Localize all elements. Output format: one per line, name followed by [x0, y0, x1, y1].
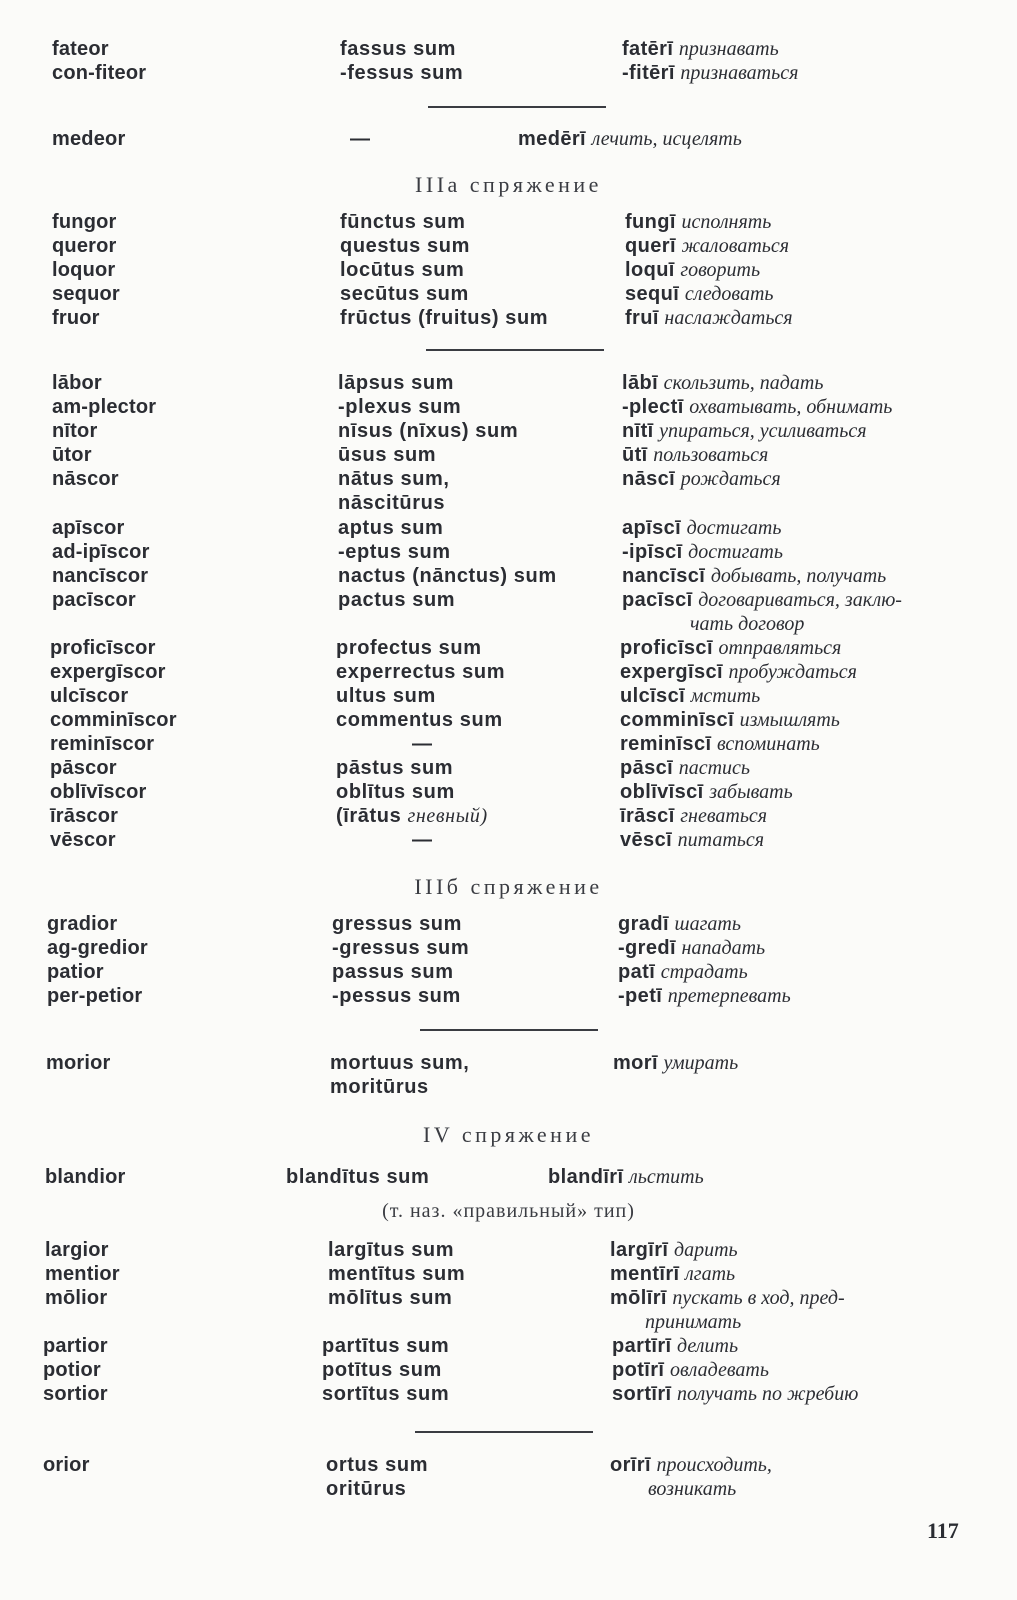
- perfect-form: -fessus sum: [340, 62, 464, 84]
- translation: получать по жребию: [677, 1383, 859, 1405]
- perfect-form: sortītus sum: [322, 1383, 450, 1405]
- translation: жаловаться: [681, 235, 790, 257]
- infinitive-translation: [618, 984, 791, 1008]
- translation: мстить: [690, 685, 761, 707]
- present-form: ūtor: [52, 444, 92, 466]
- verb-row: [0, 588, 1017, 612]
- present-form: mentior: [45, 1263, 120, 1285]
- translation: лечить, исцелять: [591, 128, 742, 150]
- infinitive-form: largīrī: [610, 1239, 669, 1261]
- present-form: orior: [43, 1454, 90, 1476]
- verb-row: [0, 37, 1017, 61]
- present-form: vēscor: [50, 829, 116, 851]
- infinitive-translation: [622, 516, 781, 540]
- infinitive-translation: [618, 936, 765, 960]
- infinitive-translation: [620, 732, 820, 756]
- verb-row: [0, 684, 1017, 708]
- perfect-form: commentus sum: [336, 709, 503, 731]
- infinitive-translation: [625, 210, 771, 234]
- translation: нападать: [681, 937, 766, 959]
- present-form: expergīscor: [50, 661, 166, 683]
- present-form: nāscor: [52, 468, 119, 490]
- translation: забывать: [709, 781, 793, 803]
- infinitive-form: patī: [618, 961, 656, 983]
- translation: претерпевать: [667, 985, 791, 1007]
- conjugation-heading: IIIб спряжение: [414, 874, 603, 899]
- verb-row: [0, 1358, 1017, 1382]
- translation: добывать, получать: [710, 565, 887, 587]
- verb-row: [0, 419, 1017, 443]
- perfect-form: mortuus sum,: [330, 1052, 470, 1074]
- present-form: partior: [43, 1335, 108, 1357]
- present-form: gradior: [47, 913, 118, 935]
- translation: упираться, усиливаться: [659, 420, 867, 442]
- type-note: (т. наз. «правильный» тип): [382, 1200, 635, 1222]
- verb-row: [0, 1165, 1017, 1189]
- translation-continuation: чать договор: [690, 613, 805, 635]
- perfect-form: pāstus sum: [336, 757, 454, 779]
- infinitive-translation: [622, 395, 892, 419]
- translation: шагать: [674, 913, 741, 935]
- translation: льстить: [629, 1166, 704, 1188]
- infinitive-translation: [625, 306, 793, 330]
- verb-row: [0, 984, 1017, 1008]
- verb-row: [0, 1262, 1017, 1286]
- infinitive-form: -fitērī: [622, 62, 675, 84]
- perfect-form: -pessus sum: [332, 985, 461, 1007]
- infinitive-translation: [622, 588, 902, 612]
- infinitive-translation: [625, 234, 789, 258]
- section-divider: [415, 1431, 593, 1433]
- translation: измышлять: [739, 709, 840, 731]
- translation: дарить: [673, 1239, 738, 1261]
- translation: исполнять: [681, 211, 772, 233]
- infinitive-translation: [620, 804, 767, 828]
- verb-row: [0, 732, 1017, 756]
- translation: пробуждаться: [728, 661, 857, 683]
- infinitive-form: -petī: [618, 985, 663, 1007]
- verb-row: [0, 1075, 1017, 1099]
- infinitive-form: īrāscī: [620, 805, 675, 827]
- present-form: sortior: [43, 1383, 108, 1405]
- translation: достигать: [688, 541, 783, 563]
- verb-row: [0, 443, 1017, 467]
- infinitive-form: pacīscī: [622, 589, 693, 611]
- infinitive-form: fruī: [625, 307, 659, 329]
- present-form: ulcīscor: [50, 685, 129, 707]
- present-form: medeor: [52, 128, 126, 150]
- infinitive-translation: [610, 1453, 772, 1477]
- verb-row: [0, 828, 1017, 852]
- perfect-form: oblītus sum: [336, 781, 455, 803]
- verb-row: [0, 1238, 1017, 1262]
- infinitive-form: mentīrī: [610, 1263, 680, 1285]
- perfect-form: locūtus sum: [340, 259, 465, 281]
- infinitive-translation: [610, 1286, 845, 1310]
- verb-row: [0, 467, 1017, 491]
- infinitive-form: -plectī: [622, 396, 684, 418]
- perfect-form: questus sum: [340, 235, 470, 257]
- perfect-form: ortus sum: [326, 1454, 429, 1476]
- verb-row: [0, 564, 1017, 588]
- translation: питаться: [677, 829, 765, 851]
- present-form: īrāscor: [50, 805, 119, 827]
- translation: страдать: [660, 961, 748, 983]
- section-divider: [428, 106, 606, 108]
- present-form: loquor: [52, 259, 116, 281]
- conjugation-heading: IV спряжение: [423, 1122, 594, 1147]
- verb-row: [0, 1286, 1017, 1310]
- section-divider: [426, 349, 604, 351]
- present-form: patior: [47, 961, 104, 983]
- infinitive-translation: [612, 1334, 738, 1358]
- present-form: am-plector: [52, 396, 157, 418]
- infinitive-translation: [620, 684, 760, 708]
- present-form: potior: [43, 1359, 101, 1381]
- translation: говорить: [680, 259, 761, 281]
- verb-row: [0, 1453, 1017, 1477]
- infinitive-form: sortīrī: [612, 1383, 672, 1405]
- present-form: nītor: [52, 420, 98, 442]
- verb-row: [0, 1310, 1017, 1334]
- infinitive-form: lābī: [622, 372, 659, 394]
- present-form: blandior: [45, 1166, 126, 1188]
- perfect-form: nātus sum,: [338, 468, 450, 490]
- translation: умирать: [663, 1052, 739, 1074]
- verb-row: [0, 282, 1017, 306]
- present-form: queror: [52, 235, 117, 257]
- perfect-form: largītus sum: [328, 1239, 455, 1261]
- infinitive-form: comminīscī: [620, 709, 735, 731]
- infinitive-form: pāscī: [620, 757, 674, 779]
- translation: вспоминать: [717, 733, 820, 755]
- infinitive-translation: [625, 282, 774, 306]
- infinitive-form: nāscī: [622, 468, 676, 490]
- translation: овладевать: [669, 1359, 769, 1381]
- translation-continuation: возникать: [648, 1478, 737, 1500]
- conjugation-heading: IIIa спряжение: [415, 172, 602, 197]
- translation: лгать: [685, 1263, 736, 1285]
- infinitive-form: partīrī: [612, 1335, 672, 1357]
- perfect-form: oritūrus: [326, 1478, 407, 1500]
- verb-row: [0, 1477, 1017, 1501]
- infinitive-form: medērī: [518, 128, 586, 150]
- translation: охватывать, обнимать: [689, 396, 893, 418]
- infinitive-form: ulcīscī: [620, 685, 686, 707]
- translation: происходить,: [656, 1454, 772, 1476]
- translation: пускать в ход, пред-: [672, 1287, 845, 1309]
- perfect-form: —: [412, 733, 433, 755]
- verb-row: [0, 912, 1017, 936]
- present-form: pacīscor: [52, 589, 136, 611]
- translation: отправляться: [718, 637, 842, 659]
- present-form: per-petior: [47, 985, 143, 1007]
- infinitive-form: blandīrī: [548, 1166, 624, 1188]
- infinitive-form: nītī: [622, 420, 654, 442]
- infinitive-form: potīrī: [612, 1359, 665, 1381]
- translation: признаваться: [680, 62, 799, 84]
- translation: договариваться, заклю-: [698, 589, 902, 611]
- perfect-form: ultus sum: [336, 685, 436, 707]
- perfect-form: experrectus sum: [336, 661, 506, 683]
- infinitive-form: fatērī: [622, 38, 674, 60]
- infinitive-translation: [620, 828, 764, 852]
- present-form: nancīscor: [52, 565, 149, 587]
- section-divider: [420, 1029, 598, 1031]
- perfect-form: nāscitūrus: [338, 492, 446, 514]
- infinitive-translation: [610, 1262, 735, 1286]
- perfect-form: —: [412, 829, 433, 851]
- perfect-form: lāpsus sum: [338, 372, 455, 394]
- infinitive-translation: [620, 660, 857, 684]
- perfect-form: blandītus sum: [286, 1166, 430, 1188]
- perfect-form: nīsus (nīxus) sum: [338, 420, 519, 442]
- translation: гневаться: [680, 805, 768, 827]
- verb-row: [0, 1051, 1017, 1075]
- infinitive-form: morī: [613, 1052, 658, 1074]
- verb-row: [0, 612, 1017, 636]
- infinitive-form: nancīscī: [622, 565, 706, 587]
- infinitive-translation: [622, 419, 867, 443]
- perfect-form: aptus sum: [338, 517, 444, 539]
- verb-row: [0, 258, 1017, 282]
- infinitive-form: mōlīrī: [610, 1287, 667, 1309]
- present-form: fruor: [52, 307, 100, 329]
- infinitive-translation: [620, 780, 793, 804]
- perfect-form: profectus sum: [336, 637, 482, 659]
- verb-row: [0, 660, 1017, 684]
- infinitive-translation: [548, 1165, 704, 1189]
- present-form: oblīvīscor: [50, 781, 147, 803]
- perfect-form: frūctus (fruitus) sum: [340, 307, 549, 329]
- translation: делить: [677, 1335, 739, 1357]
- present-form: comminīscor: [50, 709, 177, 731]
- perfect-form: ūsus sum: [338, 444, 437, 466]
- verb-row: [0, 756, 1017, 780]
- translation: пастись: [678, 757, 751, 779]
- infinitive-form: oblīvīscī: [620, 781, 704, 803]
- present-form: sequor: [52, 283, 120, 305]
- infinitive-form: orīrī: [610, 1454, 651, 1476]
- present-form: con-fiteor: [52, 62, 147, 84]
- perfect-form-latin: (īrātus: [336, 805, 402, 827]
- verb-row: [0, 395, 1017, 419]
- translation-continuation: принимать: [645, 1311, 742, 1333]
- infinitive-form: reminīscī: [620, 733, 712, 755]
- verb-row: [0, 540, 1017, 564]
- infinitive-translation: [622, 371, 823, 395]
- perfect-form: —: [350, 128, 371, 150]
- perfect-form: partītus sum: [322, 1335, 450, 1357]
- present-form: proficīscor: [50, 637, 156, 659]
- infinitive-form: fungī: [625, 211, 676, 233]
- infinitive-form: expergīscī: [620, 661, 723, 683]
- infinitive-translation: [622, 540, 783, 564]
- infinitive-translation: [620, 756, 750, 780]
- infinitive-form: vēscī: [620, 829, 673, 851]
- infinitive-form: proficīscī: [620, 637, 713, 659]
- infinitive-form: -ipīscī: [622, 541, 683, 563]
- perfect-form: nactus (nānctus) sum: [338, 565, 557, 587]
- perfect-form: [336, 804, 488, 828]
- verb-row: [0, 306, 1017, 330]
- translation: достигать: [686, 517, 782, 539]
- perfect-form: gressus sum: [332, 913, 462, 935]
- present-form: reminīscor: [50, 733, 155, 755]
- infinitive-translation: [622, 443, 768, 467]
- infinitive-translation: [620, 636, 841, 660]
- infinitive-translation: [622, 564, 886, 588]
- infinitive-translation: [612, 1358, 769, 1382]
- infinitive-translation: [622, 467, 781, 491]
- perfect-form: secūtus sum: [340, 283, 469, 305]
- perfect-form: mōlītus sum: [328, 1287, 453, 1309]
- verb-row: [0, 127, 1017, 151]
- present-form: ad-ipīscor: [52, 541, 150, 563]
- verb-row: [0, 516, 1017, 540]
- perfect-form: -gressus sum: [332, 937, 470, 959]
- infinitive-form: -gredī: [618, 937, 676, 959]
- translation: признавать: [678, 38, 779, 60]
- present-form: morior: [46, 1052, 111, 1074]
- present-form: largior: [45, 1239, 109, 1261]
- verb-row: [0, 708, 1017, 732]
- infinitive-translation: [625, 258, 760, 282]
- translation: наслаждаться: [664, 307, 793, 329]
- infinitive-translation: [612, 1382, 858, 1406]
- verb-row: [0, 636, 1017, 660]
- present-form: fateor: [52, 38, 109, 60]
- verb-row: [0, 936, 1017, 960]
- present-form: lābor: [52, 372, 102, 394]
- infinitive-form: loquī: [625, 259, 675, 281]
- verb-row: [0, 1334, 1017, 1358]
- present-form: fungor: [52, 211, 117, 233]
- infinitive-form: ūtī: [622, 444, 648, 466]
- infinitive-translation: [613, 1051, 738, 1075]
- infinitive-translation: [620, 708, 840, 732]
- perfect-form: fūnctus sum: [340, 211, 466, 233]
- infinitive-translation: [518, 127, 742, 151]
- translation: скользить, падать: [663, 372, 824, 394]
- translation: пользоваться: [653, 444, 769, 466]
- present-form: apīscor: [52, 517, 125, 539]
- perfect-form-gloss: гневный): [407, 805, 488, 827]
- verb-row: [0, 210, 1017, 234]
- verb-row: [0, 1382, 1017, 1406]
- infinitive-translation: [622, 37, 779, 61]
- verb-row: [0, 371, 1017, 395]
- verb-row: [0, 61, 1017, 85]
- perfect-form: moritūrus: [330, 1076, 429, 1098]
- translation: рождаться: [680, 468, 781, 490]
- infinitive-form: querī: [625, 235, 676, 257]
- perfect-form: fassus sum: [340, 38, 457, 60]
- infinitive-form: sequī: [625, 283, 680, 305]
- infinitive-translation: [610, 1238, 738, 1262]
- infinitive-form: gradī: [618, 913, 669, 935]
- perfect-form: -plexus sum: [338, 396, 462, 418]
- perfect-form: pactus sum: [338, 589, 456, 611]
- verb-row: [0, 491, 1017, 515]
- infinitive-translation: [622, 61, 798, 85]
- present-form: mōlior: [45, 1287, 108, 1309]
- verb-row: [0, 780, 1017, 804]
- infinitive-translation: [618, 960, 748, 984]
- perfect-form: -eptus sum: [338, 541, 451, 563]
- infinitive-form: apīscī: [622, 517, 682, 539]
- verb-row: [0, 960, 1017, 984]
- present-form: pāscor: [50, 757, 117, 779]
- perfect-form: potītus sum: [322, 1359, 442, 1381]
- perfect-form: mentītus sum: [328, 1263, 466, 1285]
- infinitive-translation: [618, 912, 741, 936]
- present-form: ag-gredior: [47, 937, 148, 959]
- verb-row: [0, 234, 1017, 258]
- translation: следовать: [684, 283, 774, 305]
- verb-row: [0, 804, 1017, 828]
- perfect-form: passus sum: [332, 961, 454, 983]
- page-number: 117: [927, 1518, 959, 1543]
